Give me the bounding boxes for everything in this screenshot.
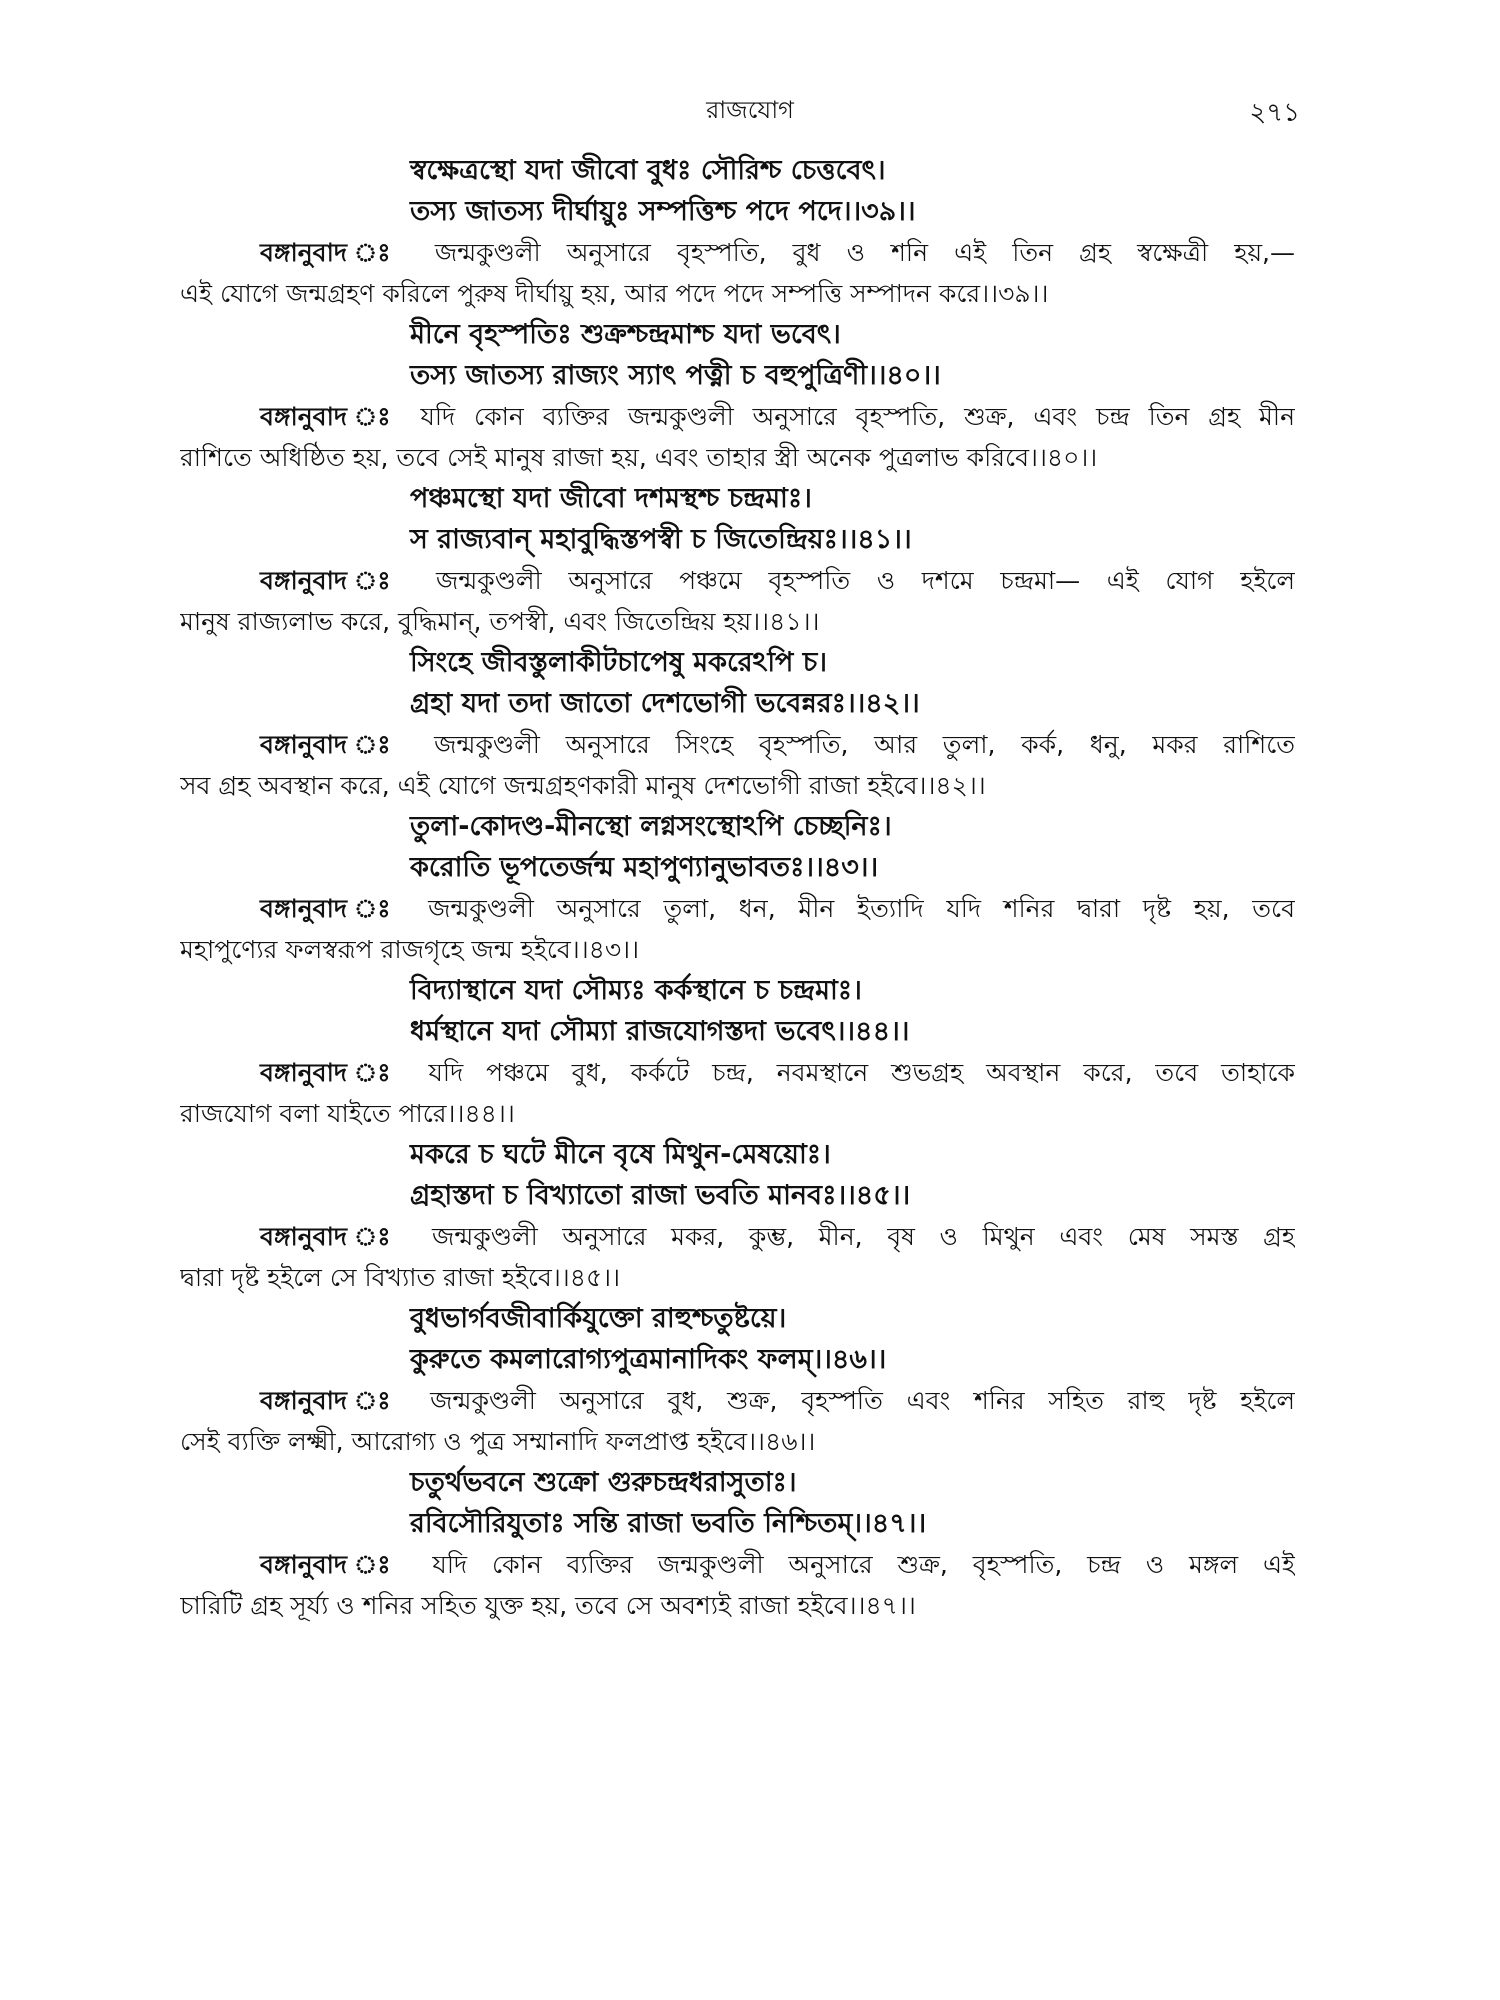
- sanskrit-verse-line: তুলা-কোদণ্ড-মীনস্থো লগ্নসংস্থোঽপি চেচ্ছনিঃ।: [410, 811, 892, 842]
- translation-label: বঙ্গানুবাদ ঃ: [260, 894, 406, 923]
- translation-text: জন্মকুণ্ডলী অনুসারে মকর, কুম্ভ, মীন, বৃষ ও মিথুন এবং মেষ সমস্ত গ্রহ: [431, 1222, 1295, 1251]
- sloka-block: [180, 478, 1295, 642]
- sanskrit-verse-line: বিদ্যাস্থানে যদা সৌম্যঃ কর্কস্থানে চ চন্দ্রমাঃ।: [410, 975, 862, 1006]
- sanskrit-verse-line: তস্য জাতস্য রাজ্যং স্যাৎ পত্নী চ বহুপুত্রিণী।।৪০।।: [410, 360, 941, 391]
- translation-label: বঙ্গানুবাদ ঃ: [260, 566, 410, 595]
- translation-line: রাশিতে অধিষ্ঠিত হয়, তবে সেই মানুষ রাজা হয়, এবং তাহার স্ত্রী অনেক পুত্রলাভ করিবে।।৪০।।: [180, 443, 1098, 472]
- translation-label: বঙ্গানুবাদ ঃ: [260, 1222, 408, 1251]
- translation-text: যদি কোন ব্যক্তির জন্মকুণ্ডলী অনুসারে শুক্র, বৃহস্পতি, চন্দ্র ও মঙ্গল এই: [432, 1550, 1295, 1579]
- translation-line: মহাপুণ্যের ফলস্বরূপ রাজগৃহে জন্ম হইবে।।৪৩।।: [180, 935, 640, 964]
- translation-line: সব গ্রহ অবস্থান করে, এই যোগে জন্মগ্রহণকারী মানুষ দেশভোগী রাজা হইবে।।৪২।।: [180, 771, 986, 800]
- translation-text: জন্মকুণ্ডলী অনুসারে বৃহস্পতি, বুধ ও শনি এই তিন গ্রহ স্বক্ষেত্রী হয়,—: [434, 238, 1295, 267]
- translation-first-line: [180, 1380, 1295, 1421]
- translation-text: জন্মকুণ্ডলী অনুসারে তুলা, ধন, মীন ইত্যাদি যদি শনির দ্বারা দৃষ্ট হয়, তবে: [428, 894, 1295, 923]
- translation-first-line: [180, 560, 1295, 601]
- sanskrit-verse-line: সিংহে জীবস্তুলাকীটচাপেষু মকরেঽপি চ।: [410, 647, 828, 678]
- translation-label: বঙ্গানুবাদ ঃ: [260, 1550, 408, 1579]
- sloka-block: [180, 970, 1295, 1134]
- translation-text: যদি কোন ব্যক্তির জন্মকুণ্ডলী অনুসারে বৃহস্পতি, শুক্র, এবং চন্দ্র তিন গ্রহ মীন: [420, 402, 1295, 431]
- sloka-block: [180, 1298, 1295, 1462]
- sanskrit-verse-line: চতুর্থভবনে শুক্রো গুরুচন্দ্রধরাসুতাঃ।: [410, 1467, 797, 1498]
- sloka-block: [180, 1134, 1295, 1298]
- translation-label: বঙ্গানুবাদ ঃ: [260, 1386, 407, 1415]
- page-content: [180, 150, 1295, 1626]
- sanskrit-verse-line: রবিসৌরিযুতাঃ সন্তি রাজা ভবতি নিশ্চিতম্।।৪৭।।: [410, 1508, 927, 1539]
- translation-line: সেই ব্যক্তি লক্ষ্মী, আরোগ্য ও পুত্র সম্মানাদি ফলপ্রাপ্ত হইবে।।৪৬।।: [180, 1427, 816, 1456]
- sanskrit-verse-line: পঞ্চমস্থো যদা জীবো দশমস্থশ্চ চন্দ্রমাঃ।: [410, 483, 812, 514]
- translation-text: যদি পঞ্চমে বুধ, কর্কটে চন্দ্র, নবমস্থানে শুভগ্রহ অবস্থান করে, তবে তাহাকে: [428, 1058, 1295, 1087]
- translation-label: বঙ্গানুবাদ ঃ: [260, 402, 402, 431]
- translation-first-line: [180, 232, 1295, 273]
- translation-text: জন্মকুণ্ডলী অনুসারে পঞ্চমে বৃহস্পতি ও দশমে চন্দ্রমা— এই যোগ হইলে: [435, 566, 1295, 595]
- translation-first-line: [180, 888, 1295, 929]
- translation-label: বঙ্গানুবাদ ঃ: [260, 730, 409, 759]
- sanskrit-verse-line: ধর্মস্থানে যদা সৌম্যা রাজযোগস্তদা ভবেৎ।।৪৪।।: [410, 1016, 910, 1047]
- sloka-block: [180, 150, 1295, 314]
- translation-text: জন্মকুণ্ডলী অনুসারে সিংহে বৃহস্পতি, আর তুলা, কর্ক, ধনু, মকর রাশিতে: [434, 730, 1295, 759]
- sanskrit-verse-line: বুধভার্গবজীবার্কিযুক্তো রাহুশ্চতুষ্টয়ে।: [410, 1303, 787, 1334]
- translation-line: মানুষ রাজ্যলাভ করে, বুদ্ধিমান্, তপস্বী, এবং জিতেন্দ্রিয় হয়।।৪১।।: [180, 607, 820, 636]
- sanskrit-verse-line: স্বক্ষেত্রস্থো যদা জীবো বুধঃ সৌরিশ্চ চেত্তবেৎ।: [410, 155, 886, 186]
- translation-first-line: [180, 1052, 1295, 1093]
- translation-line: চারিটি গ্রহ সূর্য্য ও শনির সহিত যুক্ত হয়, তবে সে অবশ্যই রাজা হইবে।।৪৭।।: [180, 1591, 916, 1620]
- translation-line: এই যোগে জন্মগ্রহণ করিলে পুরুষ দীর্ঘায়ু হয়, আর পদে পদে সম্পত্তি সম্পাদন করে।।৩৯।।: [180, 279, 1049, 308]
- translation-first-line: [180, 724, 1295, 765]
- translation-first-line: [180, 1544, 1295, 1585]
- sanskrit-verse-line: করোতি ভূপতের্জন্ম মহাপুণ্যানুভাবতঃ।।৪৩।।: [410, 852, 879, 883]
- translation-text: জন্মকুণ্ডলী অনুসারে বুধ, শুক্র, বৃহস্পতি এবং শনির সহিত রাহু দৃষ্ট হইলে: [430, 1386, 1295, 1415]
- running-title: রাজযোগ: [706, 96, 794, 124]
- sloka-block: [180, 642, 1295, 806]
- page-header: [0, 92, 1500, 132]
- sanskrit-verse-line: স রাজ্যবান্ মহাবুদ্ধিস্তপস্বী চ জিতেন্দ্রিয়ঃ।।৪১।।: [410, 524, 912, 555]
- translation-label: বঙ্গানুবাদ ঃ: [260, 238, 409, 267]
- sanskrit-verse-line: মীনে বৃহস্পতিঃ শুক্রশ্চন্দ্রমাশ্চ যদা ভবেৎ।: [410, 319, 841, 350]
- page-number: ২৭১: [1249, 98, 1300, 128]
- sanskrit-verse-line: কুরুতে কমলারোগ্যপুত্রমানাদিকং ফলম্।।৪৬।।: [410, 1344, 887, 1375]
- sanskrit-verse-line: তস্য জাতস্য দীর্ঘায়ুঃ সম্পত্তিশ্চ পদে পদে।।৩৯।।: [410, 196, 916, 227]
- sanskrit-verse-line: গ্রহা যদা তদা জাতো দেশভোগী ভবেন্নরঃ।।৪২।।: [410, 688, 920, 719]
- translation-first-line: [180, 396, 1295, 437]
- sanskrit-verse-line: মকরে চ ঘটে মীনে বৃষে মিথুন-মেষয়োঃ।: [410, 1139, 831, 1170]
- sloka-block: [180, 806, 1295, 970]
- translation-first-line: [180, 1216, 1295, 1257]
- translation-line: দ্বারা দৃষ্ট হইলে সে বিখ্যাত রাজা হইবে।।৪৫।।: [180, 1263, 621, 1292]
- sanskrit-verse-line: গ্রহাস্তদা চ বিখ্যাতো রাজা ভবতি মানবঃ।।৪৫।।: [410, 1180, 911, 1211]
- translation-line: রাজযোগ বলা যাইতে পারে।।৪৪।।: [180, 1099, 515, 1128]
- translation-label: বঙ্গানুবাদ ঃ: [260, 1058, 406, 1087]
- sloka-block: [180, 314, 1295, 478]
- sloka-block: [180, 1462, 1295, 1626]
